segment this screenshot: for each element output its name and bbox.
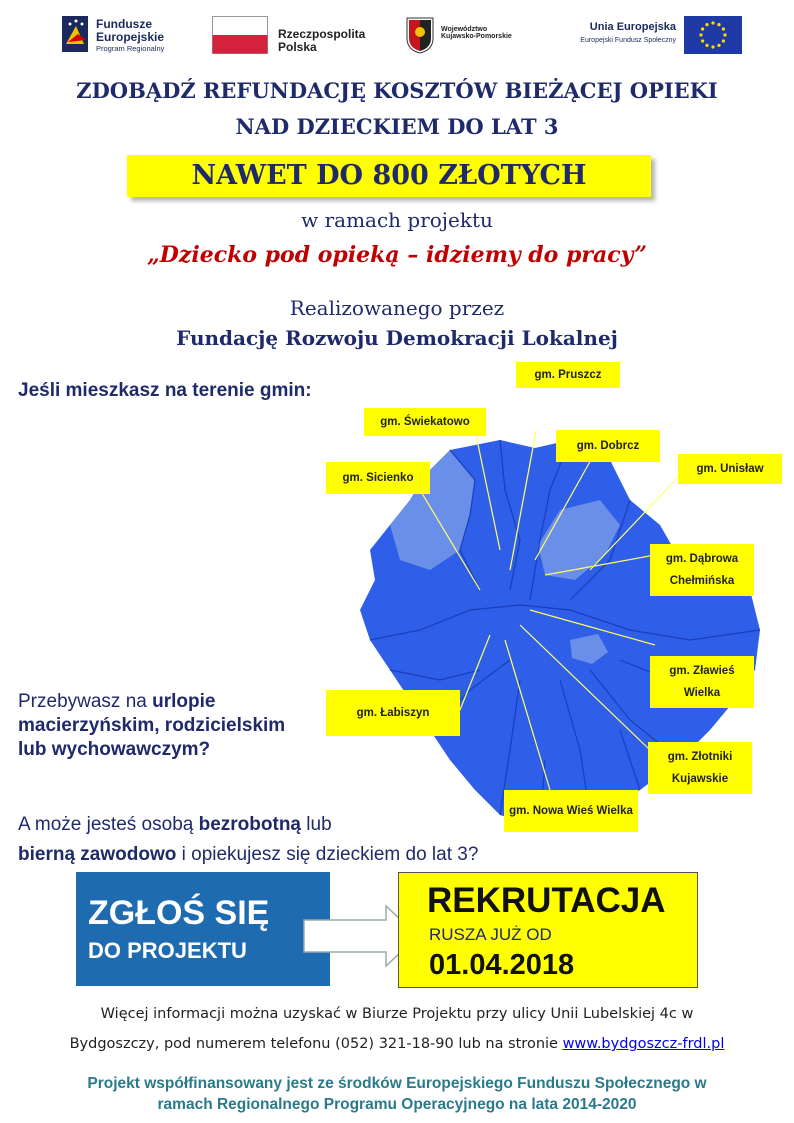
signup-cta-box[interactable] [76,872,330,986]
funding-line1: Projekt współfinansowany jest ze środków Europejskiego Funduszu Społecznego w [87,1075,707,1092]
commune-label-nowa-wies: gm. Nowa Wieś Wielka [504,790,638,832]
leave-prefix: Przebywasz na [18,691,153,712]
commune-label-swiekatowo: gm. Świekatowo [364,408,486,436]
commune-label-zlawies: gm. Zławieś Wielka [650,656,754,708]
footer-line1: Więcej informacji można uzyskać w Biurze Projektu przy ulicy Unii Lubelskiej 4c w [100,1006,694,1022]
amount-box [127,155,651,197]
unemployed-paragraph [18,810,618,870]
wk-logo-line2: Kujawsko-Pomorskie [441,33,512,41]
fe-logo-icon [60,14,90,54]
unemployed-suffix: i opiekujesz się dzieckiem do lat 3? [176,844,479,865]
fe-logo-line1: Fundusze [96,17,152,31]
unemployed-bold2: bierną zawodowo [18,844,177,865]
coat-of-arms-icon [405,16,435,54]
unemployed-bold1: bezrobotną [198,814,301,835]
fe-logo [60,14,190,58]
recruitment-title: REKRUTACJA [427,881,666,920]
commune-label-unislaw: gm. Unisław [678,454,782,484]
ue-logo-line2: Europejski Fundusz Społeczny [580,36,676,44]
amount-text: NAWET DO 800 ZŁOTYCH [191,160,587,191]
website-link[interactable]: www.bydgoszcz-frdl.pl [562,1036,725,1052]
cta-line2: DO PROJEKTU [88,938,247,963]
commune-label-dabrowa: gm. Dąbrowa Chełmińska [650,544,754,596]
wk-logo-line1: Województwo [441,26,488,33]
commune-label-labiszyn: gm. Łabiszyn [326,690,460,736]
commune-label-pruszcz: gm. Pruszcz [516,362,620,388]
leave-paragraph [18,690,328,762]
ue-logo [560,16,750,56]
leave-bold2: macierzyńskim, rodzicielskim [18,715,286,736]
unemployed-prefix: A może jesteś osobą [18,814,199,835]
footer-line2: Bydgoszczy, pod numerem telefonu (052) 321-18-90 lub na stronie [69,1036,563,1052]
fe-logo-line3: Program Regionalny [96,44,165,54]
eu-flag-icon [684,16,742,54]
headline-line1: ZDOBĄDŹ REFUNDACJĘ KOSZTÓW BIEŻĄCEJ OPIEKI [76,78,718,103]
fe-logo-line2: Europejskie [96,29,165,44]
recruitment-box [398,872,698,988]
commune-label-dobrcz: gm. Dobrcz [556,430,660,462]
footer-line2-wrap [0,1036,794,1052]
funding-line2: ramach Regionalnego Programu Operacyjnego na lata 2014-2020 [157,1096,637,1113]
intro-text: Jeśli mieszkasz na terenie gmin: [18,380,312,401]
recruitment-sub: RUSZA JUŻ OD [429,925,552,944]
ue-logo-line1: Unia Europejska [589,21,676,33]
project-name: „Dziecko pod opieką – idziemy do pracy” [147,242,647,268]
in-project-text: w ramach projektu [301,208,493,232]
commune-label-zlotniki: gm. Złotniki Kujawskie [648,742,752,794]
leave-bold3: lub wychowawczym? [18,739,211,760]
foundation-name: Fundację Rozwoju Demokracji Lokalnej [176,326,618,350]
rp-logo-line2: Polska [278,39,317,54]
unemployed-mid: lub [301,814,332,835]
recruitment-date: 01.04.2018 [429,949,575,981]
headline-line2: NAD DZIECKIEM DO LAT 3 [235,114,559,139]
realized-by-text: Realizowanego przez [289,296,505,320]
rp-logo [212,16,382,56]
commune-label-sicienko: gm. Sicienko [326,462,430,494]
rp-logo-line1: Rzeczpospolita [278,27,366,41]
cta-line1: ZGŁOŚ SIĘ [88,894,270,932]
leave-bold1: urlopie [152,691,216,712]
wk-logo [405,16,545,56]
logo-bar [0,8,794,58]
polish-flag-icon [212,16,268,54]
